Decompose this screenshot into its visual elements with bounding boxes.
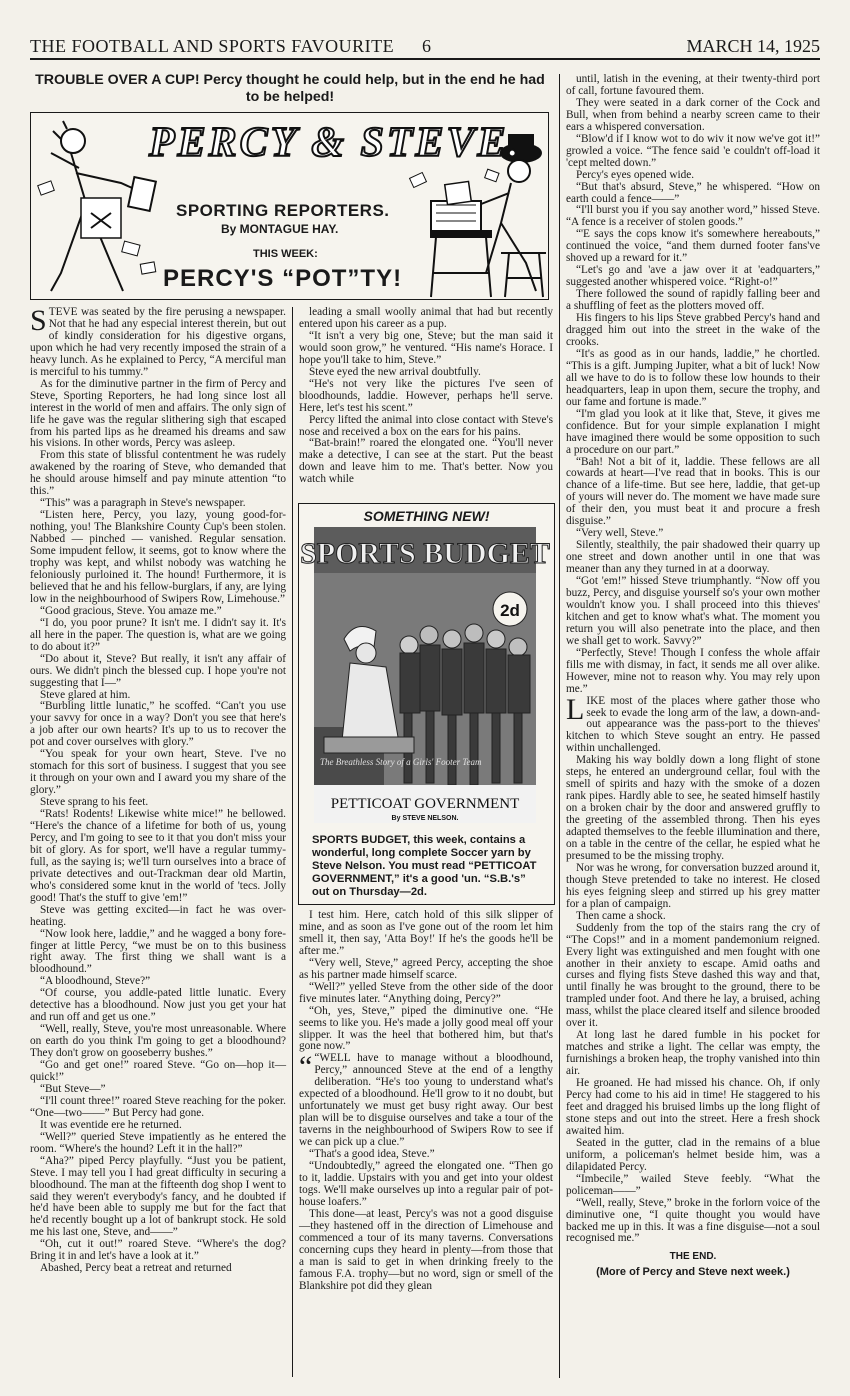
paragraph: “Burbling little lunatic,” he scoffed. “Can't you use your savvy for once in a way? Don't you see that here's a job after our own hearts? It's up to us to recover the pot and cover ourselves with glory.”: [30, 700, 286, 749]
ad-heading: SOMETHING NEW!: [363, 508, 490, 524]
paragraph: “Well, really, Steve,” broke in the forlorn voice of the diminutive one, “I quite thought you would have backed me up in this. It was a fine disguise—not a soul recognised me.”: [566, 1196, 820, 1245]
paragraph: “'E says the cops know it's somewhere hereabouts,” continued the voice, “and them durned footer fans've shoved up a reward for it.”: [566, 228, 820, 265]
story-title: PERCY'S “POT”TY!: [163, 265, 403, 292]
paragraph: “Bat-brain!” roared the elongated one. “You'll never make a detective, I can see at the start. Put the beast down and leave him to me. That's better. Now you watch while: [299, 437, 553, 486]
paragraph: “Perfectly, Steve! Though I confess the whole affair fills me with dismay, in fact, it sends me all over alike. However, mine not to reason why. You may rely upon me.”: [566, 646, 820, 695]
paragraph: until, latish in the evening, at their twenty-third port of call, fortune favoured them.: [566, 73, 820, 97]
paragraph-text: TEVE was seated by the fire perusing a newspaper. Not that he had any especial interest therein, but out of kindly consideration for his digestive organs, upon which he had very recently imposed the strain of a heavy lunch. As he explained to Percy, “A merciful man is merciful to his tummy.”: [30, 306, 286, 378]
paragraph: “This” was a paragraph in Steve's newspaper.: [40, 497, 246, 510]
paragraph: As for the diminutive partner in the firm of Percy and Steve, Sporting Reporters, he had long since lost all interest in the world of men and affairs. The only sign of life he gave was the regular slithering sigh that escaped from his parted lips as he dreamed his dreams and saw his visions. In other words, Percy was asleep.: [30, 377, 286, 450]
paragraph: “You speak for your own heart, Steve. I've no stomach for this sort of business. I suggest that you see it through on your own and I award you my share of the glory.”: [30, 748, 286, 797]
banner-subtitle: SPORTING REPORTERS.: [176, 201, 390, 220]
paragraph: “Good gracious, Steve. You amaze me.”: [40, 604, 222, 617]
cover-blurb: The Breathless Story of a Girls' Footer Team: [320, 757, 482, 767]
sports-budget-ad: [298, 503, 555, 905]
paragraph: [299, 1050, 553, 1149]
paragraph: They were seated in a dark corner of the Cock and Bull, when from behind a nearby screen came to their ears a whispered conversation.: [566, 96, 820, 133]
paragraph: “But Steve—”: [40, 1082, 106, 1095]
title-banner: [30, 112, 549, 300]
paragraph: This done—at least, Percy's was not a good disguise—they hastened off in the direction of Limehouse and commenced a tour of its many taverns. Conversations concerning cups they heard in plenty—from those that a man is said to get in when drinking freely to the famous F.A. trophy—but no word, sign or smell of the Blankshire pot did they glean: [299, 1207, 553, 1292]
running-header: [30, 32, 820, 60]
paragraph: Percy's eyes opened wide.: [576, 168, 695, 181]
column-three: [566, 74, 820, 1384]
story-kicker: TROUBLE OVER A CUP! Percy thought he could help, but in the end he had to be helped!: [35, 72, 545, 105]
cover-masthead: SPORTS BUDGET: [300, 537, 550, 570]
paragraph: [566, 692, 820, 756]
paragraph-text: “WELL have to manage without a bloodhound, Percy,” announced Steve at the end of a lengthy deliberation. “He's too young to understand what's expected of a bloodhound. He'll grow to it no doubt, but unfortunately we must get busy right away. Our best plan will be to disguise ourselves and take a tour of the taverns in the neighbourhood of Swipers Row to see if we can pick up a clue.”: [299, 1052, 553, 1149]
paragraph: “Blow'd if I know wot to do wiv it now we've got it!” growled a voice. “The fence said 'e couldn't off-load it 'cept melted down.”: [566, 132, 820, 169]
paragraph: “Listen here, Percy, you lazy, young good-for-nothing, you! The Blankshire County Cup's been stolen. Nabbed — pinched — vanished. Regular sensation. Some impudent fellow, it seems, got to know where the trophy was kept, and whilst nobody was watching he feloniously purloined it. The hound! Furthermore, it is believed that he and his fellow-burglars, if any, are lying low in the neighbourhood of Swipers Row, Limehouse.”: [30, 509, 286, 605]
paragraph: “I'm glad you look at it like that, Steve, it gives me confidence. But for your simple explanation I might have imagined there would be some opposition to such a procedure on our part.”: [566, 407, 820, 456]
paragraph: leading a small woolly animal that had but recently entered upon his career as a pup.: [299, 306, 553, 330]
column-rule: [559, 74, 560, 1378]
paragraph: There followed the sound of rapidly falling beer and a shuffling of feet as the plotters moved off.: [566, 288, 820, 313]
paragraph: “A bloodhound, Steve?”: [40, 975, 151, 988]
cover-price: 2d: [500, 601, 520, 620]
paragraph: Then came a shock.: [576, 909, 666, 922]
paragraph: Percy lifted the animal into close contact with Steve's nose and received a box on the ears for his pains.: [299, 413, 553, 438]
paragraph: “Rats! Rodents! Likewise white mice!” he bellowed. “Here's the chance of a lifetime for both of us, young Percy, and I'm going to see to it that you don't miss your bit of glory. As for sport, we'll have a regular tummy-full, as the saying is; we'll turn ourselves into a brace of private detectives and out-Trackman dear old Martin, who's considered some knut in the world of 'tecs. Jolly good! That's the stuff to give 'em!”: [30, 808, 286, 904]
paragraph: He groaned. He had missed his chance. Oh, if only Percy had come to his aid in time! He staggered to his feet and dragged his bruised limbs up the long flight of stone steps and out into the street. Here a fresh shock awaited him.: [566, 1077, 820, 1137]
next-week-note: (More of Percy and Steve next week.): [596, 1266, 790, 1279]
cover-title: PETTICOAT GOVERNMENT: [330, 796, 520, 812]
paragraph: Suddenly from the top of the stairs rang the cry of “The Cops!” and in a moment pandemonium reigned. Every light was extinguished and men fought with one another in their anxiety to escape. Amid oaths and curses and flying fists Steve dashed this way and that, until finally he was brought to the ground, there to be trampled under foot. And there he lay, a bruised, aching mass, whilst the place cleared itself and silence brooded over it.: [566, 921, 820, 1030]
magazine-cover: [300, 527, 550, 823]
paragraph: “Bah! Not a bit of it, laddie. These fellows are all cowards at heart—I've read that in books. This is our chance of a life-time. But see here, laddie, that get-up of yours will never do. The moment we have made sure of their den, you must beat it and procure a fresh disguise.”: [566, 455, 820, 528]
paragraph: “He's not very like the pictures I've seen of bloodhounds, laddie. However, perhaps he'll serve. Here, let's test his scent.”: [299, 377, 553, 414]
ad-copy: SPORTS BUDGET, this week, contains a wonderful, long complete Soccer yarn by Steve Nelson. You must read “PETTICOAT GOVERNMENT,” it's a good 'un. “S.B.'s” out on Thursday—2d.: [312, 834, 537, 898]
column-rule: [292, 307, 293, 1377]
paragraph: “Well?” yelled Steve from the other side of the door five minutes later. “Anything doing, Percy?”: [299, 980, 553, 1005]
column-one: [30, 304, 286, 1377]
page-number: 6: [422, 36, 431, 56]
paragraph: “Very well, Steve.”: [576, 527, 664, 540]
drop-cap: S: [30, 304, 47, 337]
paragraph: “Undoubtedly,” agreed the elongated one. “Then go to it, laddie. Upstairs with you and get into your oldest togs. We'll make ourselves up into a regular pair of pot-house loafers.”: [299, 1160, 553, 1208]
column-two-bottom: [299, 910, 553, 1380]
publication-title: THE FOOTBALL AND SPORTS FAVOURITE: [30, 36, 395, 56]
paragraph: “That's a good idea, Steve.”: [309, 1148, 435, 1161]
paragraph: “Let's go and 'ave a jaw over it at 'eadquarters,” suggested another whispered voice. “Right-o!”: [566, 264, 820, 289]
cover-author: By STEVE NELSON.: [391, 815, 459, 822]
paragraph: At long last he dared fumble in his pocket for matches and strike a light. The cellar was empty, the furnishings a broken heap, the trophy vanished into thin air.: [566, 1029, 820, 1078]
drop-cap: “: [299, 1050, 313, 1084]
paragraph: Seated in the gutter, clad in the remains of a blue uniform, a policeman's helmet beside him, was a dilapidated Percy.: [566, 1136, 820, 1173]
paragraph: “Do about it, Steve? But really, it isn't any affair of ours. We didn't pinch the blessed cup. I hope you're not suggesting that I—”: [30, 652, 286, 689]
paragraph: Steve eyed the new arrival doubtfully.: [309, 365, 481, 378]
paragraph: “Very well, Steve,” agreed Percy, accepting the shoe as his partner made himself scarce.: [299, 956, 553, 981]
paragraph: Nor was he wrong, for conversation buzzed around it, though Steve pretended to take no interest. He closed his eyes feigning sleep and stirred up his grey matter for a plan of campaign.: [566, 861, 820, 910]
paragraph: His fingers to his lips Steve grabbed Percy's hand and dragged him out into the street in the wake of the crooks.: [566, 312, 820, 348]
paragraph: [30, 304, 286, 379]
issue-date: MARCH 14, 1925: [686, 36, 820, 56]
paragraph: “Go and get one!” roared Steve. “Go on—hop it—quick!”: [30, 1059, 286, 1083]
paragraph: “I'll burst you if you say another word,” hissed Steve. “A fence is a receiver of stolen goods.”: [566, 204, 820, 229]
paragraph: “But that's absurd, Steve,” he whispered. “How on earth could a fence——”: [566, 180, 820, 205]
paragraph: “Got 'em!” hissed Steve triumphantly. “Now off you buzz, Percy, and disguise yourself so's your own mother wouldn't know you. I shall proceed into this thieves' kitchen and get to know what's what. The moment you return you will also penetrate into the place, and then we shall get to work. Savvy?”: [566, 575, 820, 647]
paragraph: I test him. Here, catch hold of this silk slipper of mine, and as soon as I've gone out of the room let him smell it, then say, 'Atta Boy!' If he's the goods he'll be after me.”: [299, 909, 553, 957]
paragraph: From this state of blissful contentment he was rudely awakened by the roaring of Steve, who demanded that he should arouse himself and pay minute attention “to this.”: [30, 449, 286, 498]
newspaper-page: [30, 0, 820, 1396]
paragraph: “Now look here, laddie,” and he wagged a bony fore-finger at little Percy, “we must be on to this business right away. The first thing we shall want is a bloodhound.”: [30, 927, 286, 976]
cover-illustration: [300, 527, 550, 823]
paragraph: “Oh, cut it out!” roared Steve. “Where's the dog? Bring it in and let's have a look at it.”: [30, 1238, 286, 1263]
banner-byline: By MONTAGUE HAY.: [221, 222, 339, 236]
the-end-label: THE END.: [669, 1251, 717, 1263]
paragraph: “Aha?” piped Percy playfully. “Just you be patient, Steve. I may tell you I had great difficulty in securing a bloodhound. The man at the fifteenth dog shop I went to said they weren't everybody's fancy, and he doubted if he'd have been able to supply me but for the fact that he'd recently bought up a lot of bankrupt stock. He sold me his last one, Steve, and——”: [30, 1154, 286, 1239]
paragraph: “Well, really, Steve, you're most unreasonable. Where on earth do you think I'm going to get a bloodhound? They don't grow on gooseberry bushes.”: [30, 1023, 286, 1060]
steve-cartoon: [38, 121, 156, 291]
paragraph: “Imbecile,” wailed Steve feebly. “What the policeman——”: [566, 1172, 820, 1197]
paragraph-text: IKE most of the places where gather those who seek to evade the long arm of the law, a down-and-out appearance was the pass-port to the thieves' kitchen to which Steve sought an entry. He passed within unchallenged.: [566, 694, 820, 755]
paragraph: Steve was getting excited—in fact he was over-heating.: [30, 903, 286, 928]
paragraph: Steve sprang to his feet.: [40, 796, 149, 809]
paragraph: Making his way boldly down a long flight of stone steps, he entered an underground cellar, foul with the smell of spirits and hazy with the smoke of a dozen rank pipes. Hardly able to see, he seated himself hastily on a broken chair by the door and answered gruffly to the greeting of the assembled throng. Then his eyes adapted themselves to the feeble illumination and there, on a table in the centre of the cellar, he espied what he presumed to be the missing trophy.: [566, 754, 820, 862]
paragraph: “I'll count three!” roared Steve reaching for the poker. “One—two——” But Percy had gone.: [30, 1094, 286, 1119]
paragraph: Steve glared at him.: [40, 688, 131, 701]
paragraph: Silently, stealthily, the pair shadowed their quarry up one street and down another until in one that was meaner than any they turned in at a doorway.: [566, 539, 820, 576]
paragraph: “It isn't a very big one, Steve; but the man said it would soon grow,” he ventured. “His name's Horace. I hope you'll take to him, Steve.”: [299, 329, 553, 366]
paragraph: Abashed, Percy beat a retreat and returned: [40, 1262, 232, 1275]
paragraph: “Oh, yes, Steve,” piped the diminutive one. “He seems to like you. He's made a jolly good meal off your slipper. It was the heel that bothered him, but that's gone now.”: [299, 1004, 553, 1053]
paragraph: “Well?” queried Steve impatiently as he entered the room. “Where's the hound? Left it in the hall?”: [30, 1130, 286, 1155]
paragraph: “I do, you poor prune? It isn't me. I didn't say it. It's all here in the paper. The question is, what are we going to do about it?”: [30, 616, 286, 653]
column-two-top: [299, 307, 553, 497]
drop-cap: L: [566, 692, 585, 726]
paragraph: “Of course, you addle-pated little lunatic. Every detective has a bloodhound. Now just you get your hat and run off and get us one.”: [30, 987, 286, 1024]
paragraph: “It's as good as in our hands, laddie,” he chortled. “This is a gift. Jumping Jupiter, what a bit of luck! Now all we have to do is to follow these low hounds to their headquarters, leap in upon them, secure the trophy, and our fame and fortune is made.”: [566, 347, 820, 408]
this-week-label: THIS WEEK:: [253, 248, 318, 260]
paragraph: It was eventide ere he returned.: [40, 1118, 182, 1131]
banner-title: PERCY & STEVE.: [149, 120, 523, 166]
